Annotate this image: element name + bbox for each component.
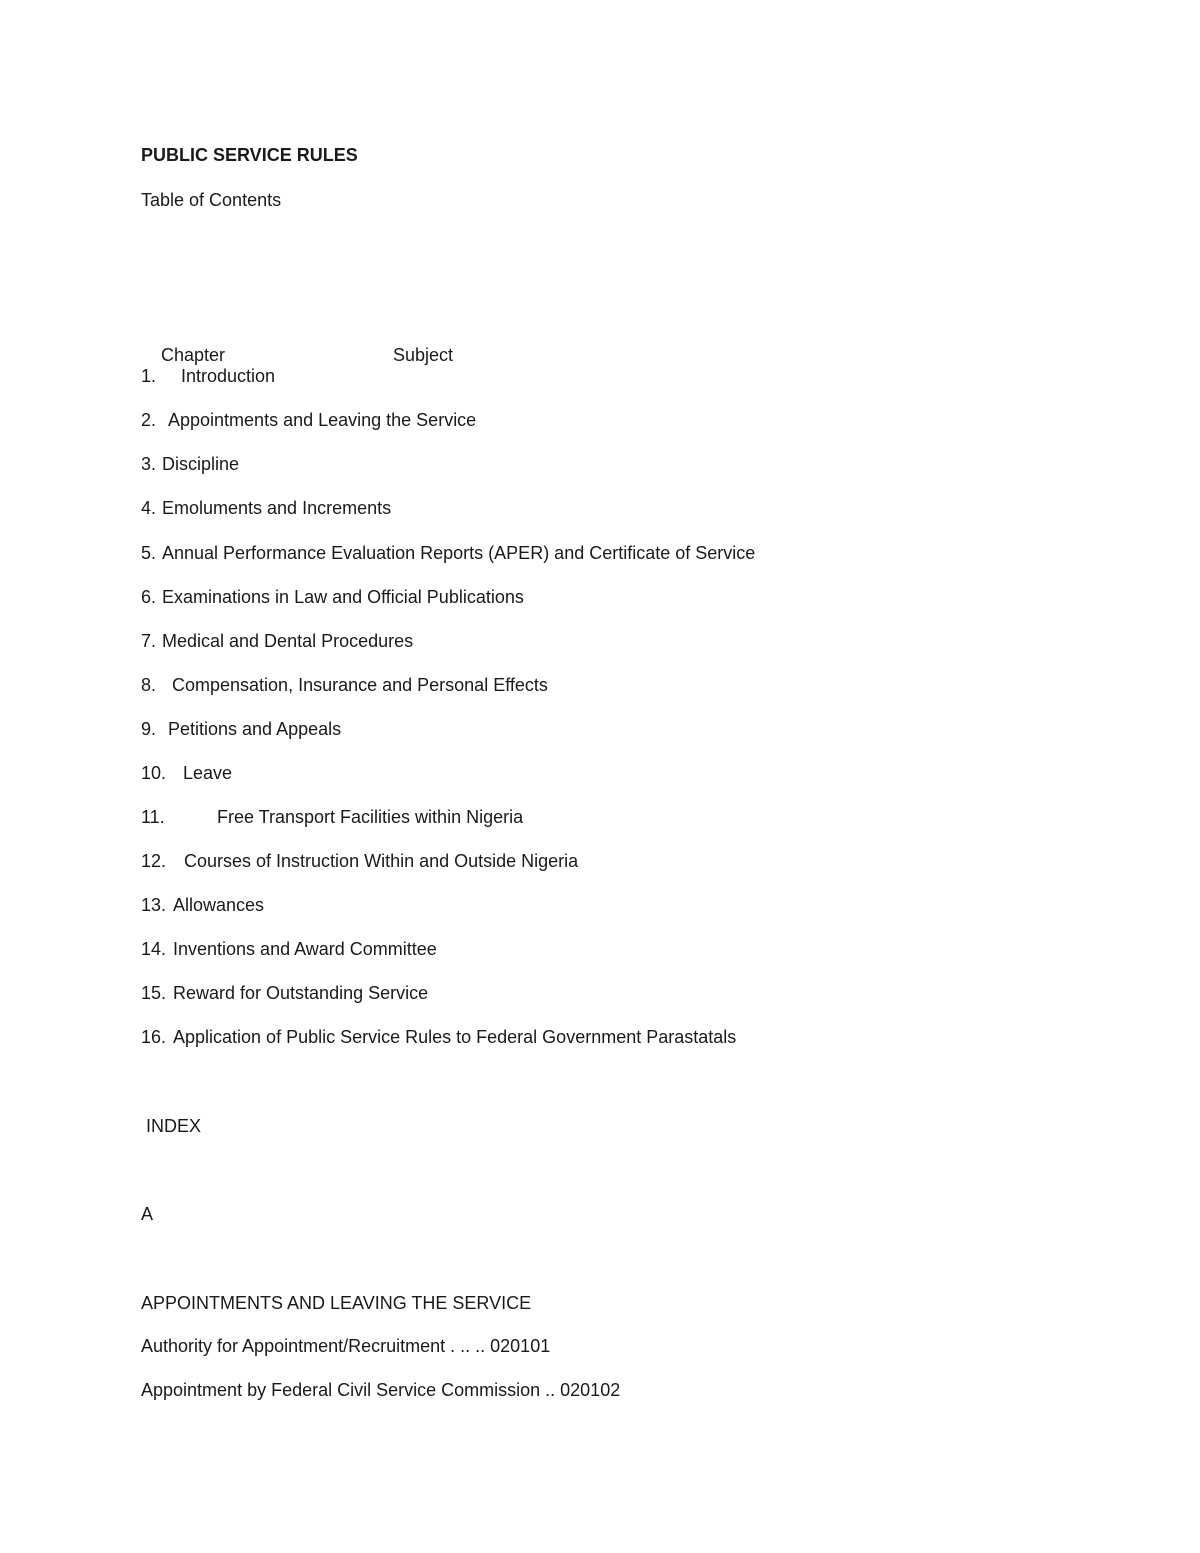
chapter-number: 6. (141, 587, 157, 607)
index-heading: INDEX (146, 1116, 202, 1136)
toc-entry (141, 585, 524, 609)
toc-entry (141, 496, 391, 520)
chapter-subject: Inventions and Award Committee (173, 939, 437, 959)
chapter-number: 12. (141, 851, 167, 871)
document-title: PUBLIC SERVICE RULES (141, 145, 358, 165)
toc-heading: Table of Contents (141, 190, 282, 210)
chapter-subject: Free Transport Facilities within Nigeria (217, 807, 524, 827)
chapter-subject: Courses of Instruction Within and Outside Nigeria (184, 851, 579, 871)
index-entry: Authority for Appointment/Recruitment . .. .. 020101 (141, 1336, 551, 1356)
chapter-number: 1. (141, 366, 157, 386)
chapter-subject: Examinations in Law and Official Publications (162, 587, 524, 607)
subject-column-header: Subject (393, 345, 454, 365)
toc-entry (141, 452, 239, 476)
toc-entry (141, 937, 437, 961)
chapter-number: 4. (141, 498, 157, 518)
chapter-subject: Petitions and Appeals (168, 719, 342, 739)
toc-entry (141, 541, 755, 565)
chapter-subject: Medical and Dental Procedures (162, 631, 414, 651)
toc-entry (141, 893, 264, 917)
toc-entry (141, 364, 275, 388)
toc-entry (141, 673, 548, 697)
chapter-subject: Allowances (173, 895, 265, 915)
chapter-number: 11. (141, 807, 165, 827)
chapter-number: 15. (141, 983, 167, 1003)
chapter-subject: Application of Public Service Rules to Federal Government Parastatals (173, 1027, 737, 1047)
chapter-subject: Emoluments and Increments (162, 498, 392, 518)
chapter-number: 16. (141, 1027, 167, 1047)
chapter-subject: Appointments and Leaving the Service (168, 410, 477, 430)
chapter-number: 10. (141, 763, 167, 783)
toc-entry (141, 849, 578, 873)
index-entry: Appointment by Federal Civil Service Commission .. 020102 (141, 1380, 621, 1400)
chapter-subject: Introduction (181, 366, 276, 386)
chapter-number: 2. (141, 410, 157, 430)
toc-entry (141, 717, 341, 741)
chapter-number: 8. (141, 675, 157, 695)
chapter-subject: Annual Performance Evaluation Reports (APER) and Certificate of Service (162, 543, 756, 563)
chapter-number: 13. (141, 895, 167, 915)
toc-entry (141, 761, 232, 785)
chapter-subject: Compensation, Insurance and Personal Effects (172, 675, 548, 695)
chapter-number: 7. (141, 631, 157, 651)
index-letter: A (141, 1204, 154, 1224)
chapter-subject: Discipline (162, 454, 240, 474)
index-section-heading: APPOINTMENTS AND LEAVING THE SERVICE (141, 1293, 532, 1313)
chapter-number: 14. (141, 939, 167, 959)
chapter-number: 3. (141, 454, 157, 474)
toc-entry (141, 981, 428, 1005)
chapter-column-header: Chapter (161, 345, 226, 365)
chapter-number: 5. (141, 543, 157, 563)
chapter-subject: Reward for Outstanding Service (173, 983, 429, 1003)
toc-entry (141, 805, 523, 829)
toc-entry (141, 1025, 736, 1049)
toc-entry (141, 629, 413, 653)
chapter-subject: Leave (183, 763, 233, 783)
toc-entry (141, 408, 476, 432)
chapter-number: 9. (141, 719, 157, 739)
